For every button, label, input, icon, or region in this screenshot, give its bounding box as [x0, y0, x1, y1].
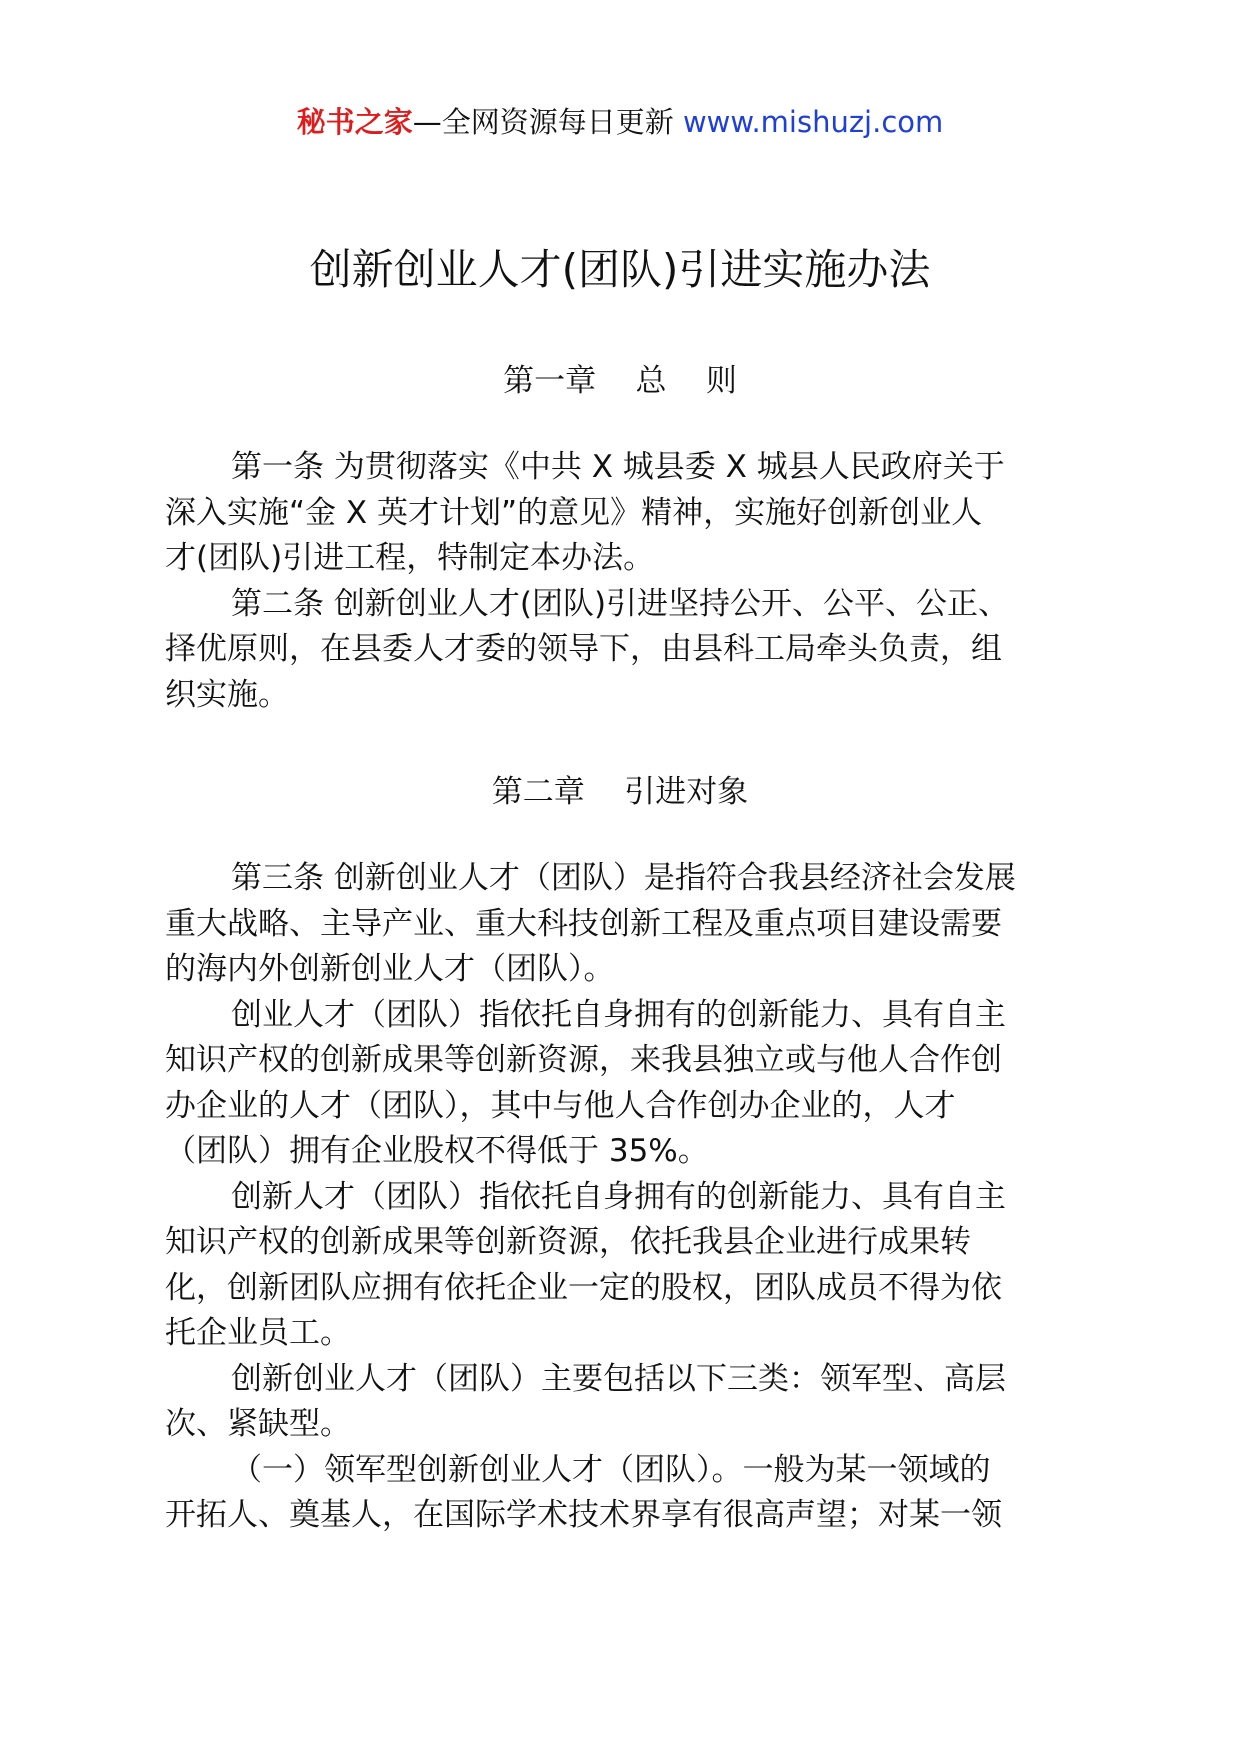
chapter-2-heading: 第二章 引进对象 [491, 774, 749, 810]
text-line: （一）领军型创新创业人才（团队）。一般为某一领域的 [231, 1451, 991, 1488]
header-brand: 秘书之家 [296, 105, 413, 139]
chapter-1-heading: 第一章 总 则 [503, 363, 737, 399]
text-line: 第一条 为贯彻落实《中共 X 城县委 X 城县人民政府关于 [231, 449, 1005, 485]
text-line: 创新创业人才（团队）主要包括以下三类：领军型、高层 [231, 1360, 1006, 1397]
article-1-paragraph [165, 445, 1090, 582]
chapter-1-body [165, 445, 1090, 718]
header-tagline: —全网资源每日更新 [412, 105, 683, 139]
text-line: 的海内外创新创业人才（团队）。 [165, 951, 615, 987]
chapter-2-body [165, 856, 1090, 1539]
text-line: 次、紧缺型。 [165, 1406, 351, 1442]
text-line: 择优原则，在县委人才委的领导下，由县科工局牵头负责，组 [165, 631, 1002, 667]
leading-talent-paragraph [165, 1448, 1090, 1539]
text-line: 开拓人、奠基人，在国际学术技术界享有很高声望；对某一领 [165, 1497, 1002, 1533]
innovation-talent-paragraph [165, 1175, 1090, 1357]
text-line: 第三条 创新创业人才（团队）是指符合我县经济社会发展 [231, 860, 1016, 896]
talent-categories-paragraph [165, 1357, 1090, 1448]
startup-talent-paragraph [165, 993, 1090, 1175]
text-line: 知识产权的创新成果等创新资源，依托我县企业进行成果转 [165, 1224, 971, 1260]
text-line: 才(团队)引进工程，特制定本办法。 [165, 540, 655, 576]
article-3-paragraph [165, 856, 1090, 993]
text-line: 化，创新团队应拥有依托企业一定的股权，团队成员不得为依 [165, 1269, 1002, 1306]
text-line: 创新人才（团队）指依托自身拥有的创新能力、具有自主 [231, 1178, 1006, 1215]
text-line: 深入实施“金 X 英才计划”的意见》精神，实施好创新创业人 [165, 494, 983, 531]
text-line: 创业人才（团队）指依托自身拥有的创新能力、具有自主 [231, 996, 1006, 1033]
text-line: 知识产权的创新成果等创新资源，来我县独立或与他人合作创 [165, 1042, 1002, 1078]
document-title: 创新创业人才(团队)引进实施办法 [309, 245, 931, 294]
text-line: （团队）拥有企业股权不得低于 35%。 [165, 1133, 709, 1169]
text-line: 织实施。 [165, 676, 289, 713]
text-line: 办企业的人才（团队），其中与他人合作创办企业的，人才 [165, 1087, 956, 1124]
article-2-paragraph [165, 582, 1090, 719]
text-line: 第二条 创新创业人才(团队)引进坚持公开、公平、公正、 [231, 585, 1010, 622]
page-header [0, 100, 1240, 144]
text-line: 托企业员工。 [165, 1315, 351, 1351]
text-line: 重大战略、主导产业、重大科技创新工程及重点项目建设需要 [165, 905, 1002, 942]
header-site-link[interactable]: www.mishuzj.com [682, 105, 944, 139]
